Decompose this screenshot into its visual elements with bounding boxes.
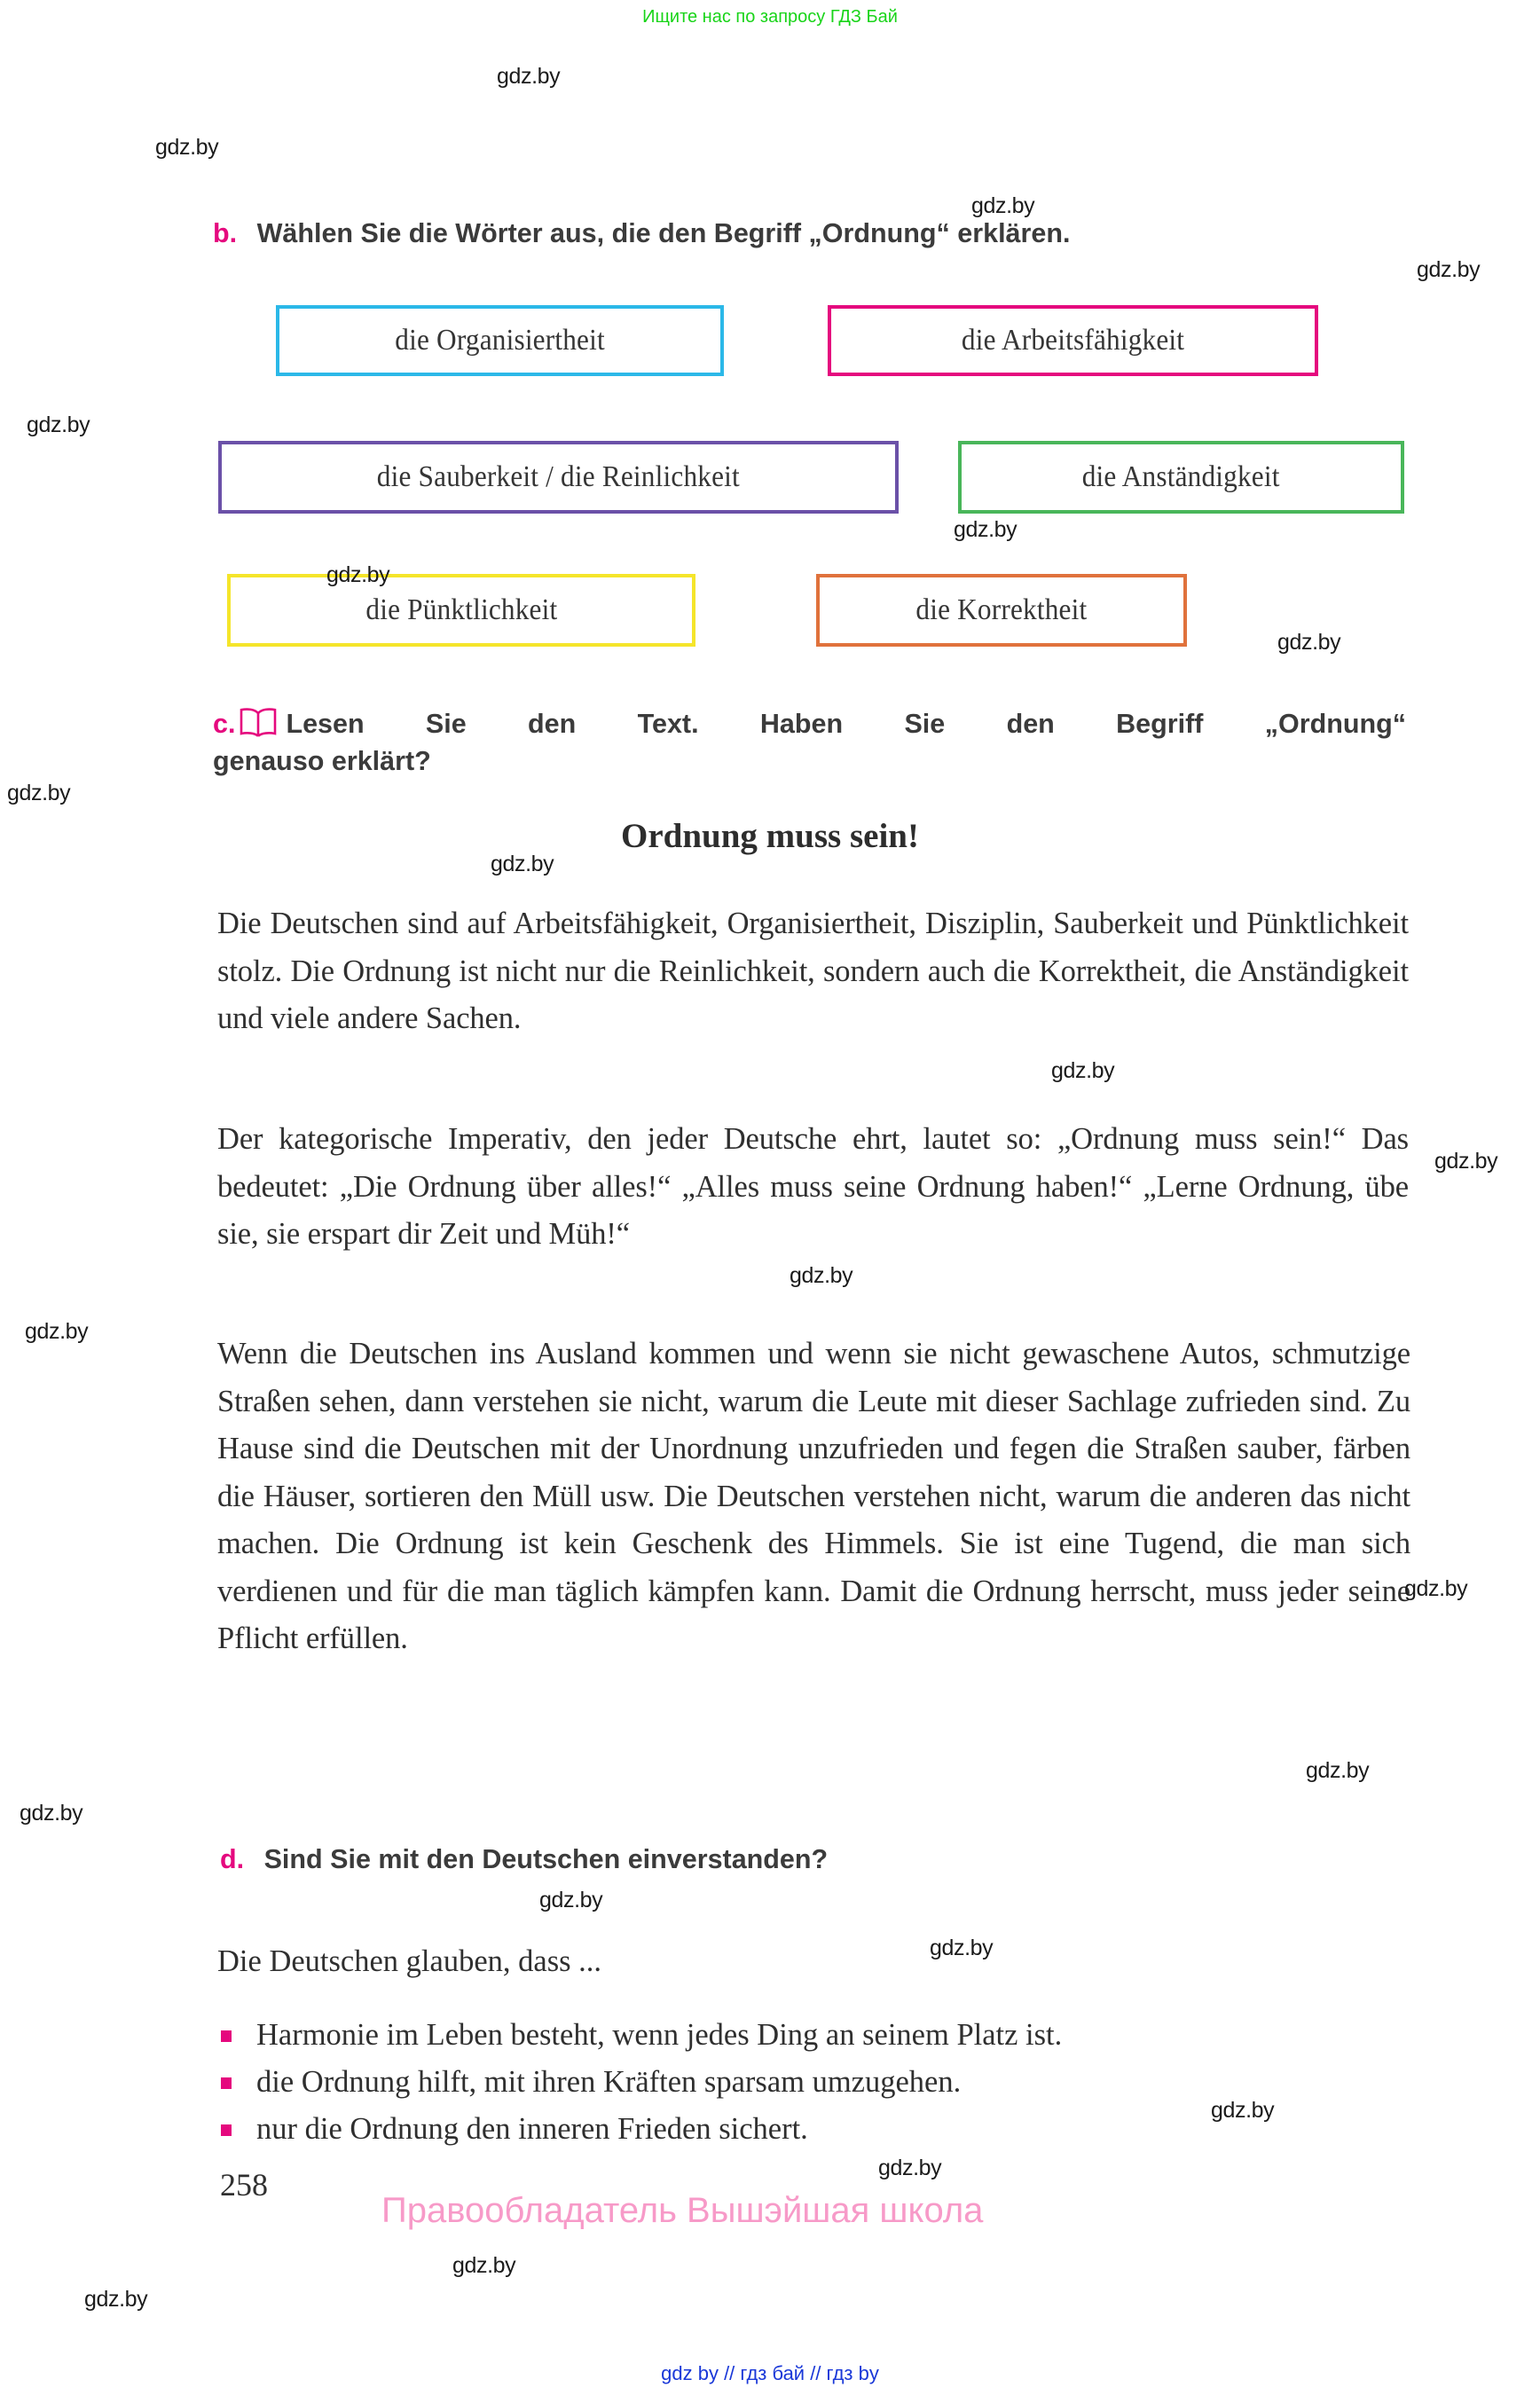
- gdz-watermark: gdz.by: [7, 781, 71, 805]
- task-b-heading: [213, 217, 1455, 250]
- word-box-label: die Korrektheit: [915, 593, 1088, 626]
- paragraph-text: Wenn die Deutschen ins Ausland kommen und wenn sie nicht gewaschene Autos, schmutzige Straßen sehen, dann verstehen sie nicht, warum die Leute mit dieser Sachlage zufrieden sind. Zu Hause sind die Deutschen mit der Unordnung unzufrieden und fegen die Straßen sauber, färben die Häuser, sortieren den Müll usw. Die Deutschen verstehen nicht, warum die anderen das nicht machen. Die Ordnung ist kein Geschenk des Himmels. Sie ist eine Tugend, die man sich verdienen und für die man täglich kämpfen kann. Damit die Ordnung herrscht, muss jeder seine Pflicht erfüllen.: [217, 1337, 1410, 1655]
- gdz-watermark: gdz.by: [326, 562, 390, 587]
- gdz-watermark: gdz.by: [491, 852, 554, 876]
- task-d-text: Sind Sie mit den Deutschen einverstanden?: [263, 1844, 829, 1874]
- list-item-text: Harmonie im Leben besteht, wenn jedes Ding an seinem Platz ist.: [256, 2018, 1063, 2052]
- task-d-heading: [220, 1843, 1418, 1876]
- word-box-label: die Pünktlichkeit: [365, 593, 557, 626]
- bottom-links-watermark: gdz by // гдз бай // гдз by: [661, 2362, 879, 2384]
- task-c-heading: [213, 707, 1406, 778]
- task-d-bullet-list: [221, 2012, 1418, 2153]
- task-c-line2: genauso erklärt?: [213, 746, 431, 777]
- gdz-watermark: gdz.by: [27, 412, 90, 437]
- page-number: 258: [220, 2167, 268, 2203]
- word-box-label: die Anständigkeit: [1082, 460, 1280, 493]
- bullet-square-icon: [221, 2030, 232, 2042]
- gdz-watermark: gdz.by: [452, 2253, 516, 2278]
- word-box-arbeitsfaehigkeit[interactable]: [828, 305, 1318, 376]
- gdz-watermark: gdz.by: [20, 1801, 83, 1826]
- paragraph-text: Die Deutschen sind auf Arbeitsfähigkeit, Organisiertheit, Disziplin, Sauberkeit und Pünktlichkeit stolz. Die Ordnung ist nicht nur die Reinlichkeit, sondern auch die Korrektheit, die Anständigkeit und viele andere Sachen.: [217, 907, 1409, 1035]
- gdz-watermark: gdz.by: [1211, 2098, 1275, 2123]
- word-box-label: die Sauberkeit / die Reinlichkeit: [376, 460, 741, 493]
- gdz-watermark: gdz.by: [1306, 1758, 1370, 1783]
- word-box-label: die Organisiertheit: [395, 324, 605, 357]
- reading-paragraph-2: [217, 1116, 1409, 1259]
- gdz-watermark: gdz.by: [1434, 1149, 1498, 1174]
- top-banner-watermark: Ищите нас по запросу ГДЗ Бай: [642, 7, 898, 27]
- copyright-watermark: Правообладатель Вышэйшая школа: [381, 2191, 984, 2230]
- task-d-letter: d.: [220, 1844, 245, 1874]
- task-c-letter: c.: [213, 709, 236, 739]
- word-box-organisiertheit[interactable]: [276, 305, 724, 376]
- gdz-watermark: gdz.by: [954, 517, 1018, 542]
- gdz-watermark: gdz.by: [1051, 1058, 1115, 1083]
- gdz-watermark: gdz.by: [1417, 257, 1481, 282]
- word-box-anstaendigkeit[interactable]: [958, 441, 1404, 514]
- gdz-watermark: gdz.by: [878, 2156, 942, 2180]
- word-box-sauberkeit-reinlichkeit[interactable]: [218, 441, 899, 514]
- reading-paragraph-3: [217, 1331, 1410, 1663]
- bullet-square-icon: [221, 2077, 232, 2089]
- gdz-watermark: gdz.by: [539, 1888, 603, 1912]
- list-item-text: nur die Ordnung den inneren Frieden sichert.: [256, 2112, 808, 2146]
- reading-paragraph-1: [217, 900, 1409, 1043]
- gdz-watermark: gdz.by: [25, 1319, 89, 1344]
- list-item-text: die Ordnung hilft, mit ihren Kräften sparsam umzugehen.: [256, 2065, 962, 2099]
- gdz-watermark: gdz.by: [155, 135, 219, 160]
- gdz-watermark: gdz.by: [1404, 1576, 1468, 1601]
- paragraph-text: Der kategorische Imperativ, den jeder Deutsche ehrt, lautet so: „Ordnung muss sein!“ Das bedeutet: „Die Ordnung über alles!“ „Alles muss seine Ordnung haben!“ „Lerne Ordnung, übe sie, sie erspart dir Zeit und Müh!“: [217, 1122, 1409, 1251]
- open-book-icon: [239, 707, 278, 745]
- task-b-text: Wählen Sie die Wörter aus, die den Begriff „Ordnung“ erklären.: [256, 218, 1071, 248]
- bullet-square-icon: [221, 2124, 232, 2136]
- task-d-intro: Die Deutschen glauben, dass ...: [217, 1944, 602, 1978]
- reading-title: Ordnung muss sein!: [621, 817, 919, 855]
- word-box-korrektheit[interactable]: [816, 574, 1187, 647]
- word-box-puenktlichkeit[interactable]: [227, 574, 695, 647]
- gdz-watermark: gdz.by: [971, 193, 1035, 218]
- gdz-watermark: gdz.by: [1277, 630, 1341, 655]
- gdz-watermark: gdz.by: [84, 2287, 148, 2312]
- task-b-letter: b.: [213, 218, 238, 248]
- gdz-watermark: gdz.by: [790, 1263, 853, 1288]
- gdz-watermark: gdz.by: [930, 1936, 994, 1960]
- list-item: [221, 2012, 1418, 2059]
- task-c-line1: Lesen Sie den Text. Haben Sie den Begriff „Ordnung“: [286, 709, 1406, 739]
- word-box-label: die Arbeitsfähigkeit: [961, 324, 1185, 357]
- gdz-watermark: gdz.by: [497, 64, 561, 89]
